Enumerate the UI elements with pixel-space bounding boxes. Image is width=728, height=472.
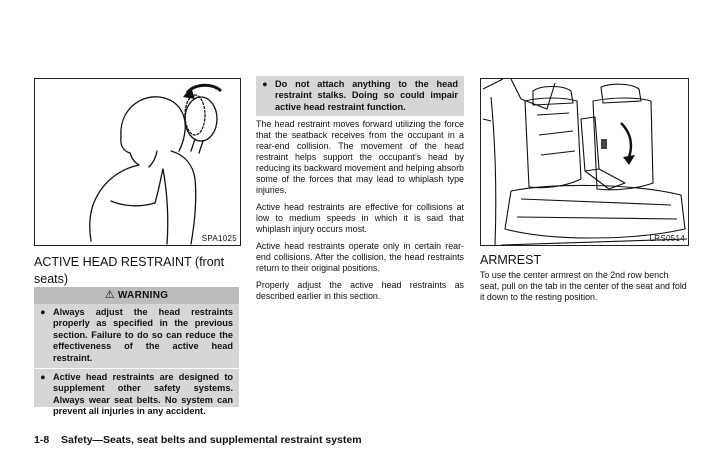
active-head-restraint-heading: ACTIVE HEAD RESTRAINT (front seats): [34, 255, 225, 286]
bullet-icon: ●: [40, 307, 46, 317]
warning-box-left: [34, 287, 239, 417]
figure-code-label: SPA1025: [201, 234, 237, 243]
rear-seat-illustration: [481, 79, 688, 245]
paragraph-2: Active head restraints are effective for collisions at low to medium speeds in which it is said that whiplash injury occurs most.: [256, 202, 464, 234]
page-number: 1-8: [34, 434, 50, 446]
warning-item-text: Always adjust the head restraints properly as specified in the previous section. Failure to do so can reduce the effectiveness of the active head restraint.: [53, 307, 233, 363]
warning-item-text: Active head restraints are designed to supplement other safety systems. Always wear seat belts. No system can prevent all injuries in any accident.: [53, 372, 233, 417]
armrest-heading: ARMREST: [480, 253, 542, 267]
bullet-icon: ●: [40, 372, 46, 383]
warning-item-text: Do not attach anything to the head restraint stalks. Doing so could impair active head restraint function.: [275, 79, 458, 112]
bullet-icon: ●: [262, 79, 268, 89]
head-restraint-figure: [34, 78, 241, 246]
head-restraint-illustration: [35, 79, 240, 245]
warning-triangle-icon: ⚠: [104, 289, 115, 301]
armrest-paragraph: To use the center armrest on the 2nd row bench seat, pull on the tab in the center of the seat and fold it down to the resting position.: [480, 270, 687, 302]
armrest-description: [480, 270, 687, 309]
warning-box-middle: [256, 76, 464, 116]
head-restraint-description: [256, 119, 464, 308]
armrest-figure: [480, 78, 689, 246]
warning-item-2: [40, 372, 233, 418]
page-footer: [34, 434, 634, 446]
paragraph-3: Active head restraints operate only in certain rear-end collisions. After the collision, the head restraints return to their original positions.: [256, 241, 464, 273]
paragraph-1: The head restraint moves forward utilizing the force that the seatback receives from the occupant in a rear-end collision. The movement of the head restraint helps support the occupant’s head by reducing its backward movement and helping absorb some of the forces that may lead to whiplash type injuries.: [256, 119, 464, 195]
warning-item-stalks: [262, 79, 458, 113]
warning-item-1: [40, 307, 233, 364]
warning-title: [34, 287, 239, 304]
warning-title-text: WARNING: [117, 290, 169, 301]
section-title: Safety—Seats, seat belts and supplemental restraint system: [61, 434, 362, 446]
paragraph-4: Properly adjust the active head restraints as described earlier in this section.: [256, 280, 464, 301]
divider: [34, 368, 239, 369]
figure-code-label: LRS0514: [649, 234, 685, 243]
